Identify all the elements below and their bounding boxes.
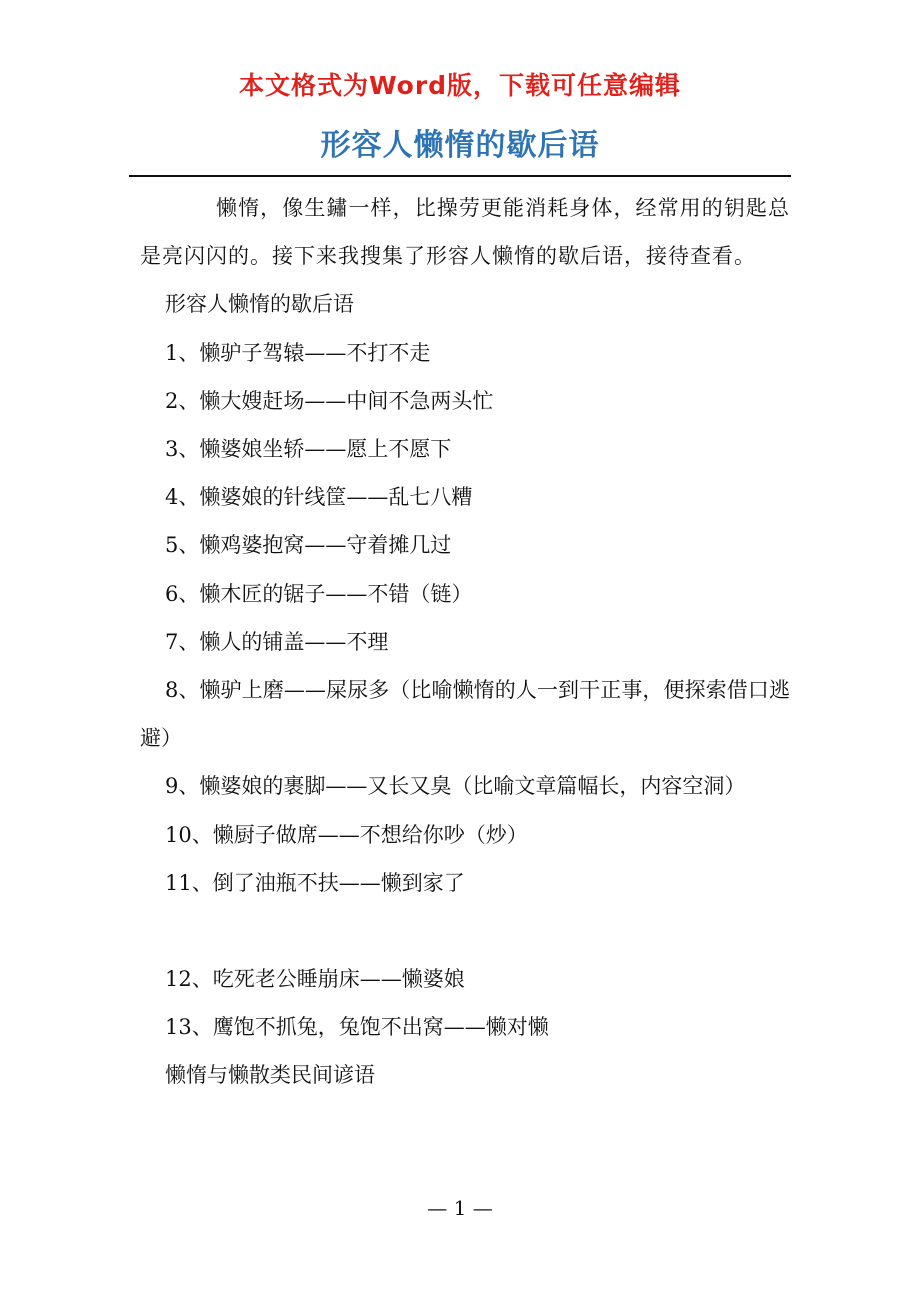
- list-item: 5、懒鸡婆抱窝——守着摊几过: [165, 533, 452, 558]
- list-item: 8、懒驴上磨——屎尿多（比喻懒惰的人一到干正事，便探索借口逃避）: [140, 678, 790, 751]
- section-heading-2: 懒惰与懒散类民间谚语: [165, 1063, 375, 1088]
- download-banner: 本文格式为Word版，下载可任意编辑: [238, 71, 682, 100]
- blank-line: [140, 907, 790, 955]
- list-item: 6、懒木匠的锯子——不错（链）: [165, 581, 473, 606]
- list-item: 11、倒了油瓶不扶——懒到家了: [165, 870, 465, 895]
- section-heading: 形容人懒惰的歇后语: [165, 292, 354, 317]
- list-item: 2、懒大嫂赶场——中间不急两头忙: [165, 388, 494, 413]
- list-item: 9、懒婆娘的裹脚——又长又臭（比喻文章篇幅长，内容空洞）: [165, 774, 746, 799]
- list-item: 12、吃死老公睡崩床——懒婆娘: [165, 967, 465, 992]
- list-item: 10、懒厨子做席——不想给你吵（炒）: [165, 822, 528, 847]
- intro-paragraph: 懒惰，像生鏽一样，比操劳更能消耗身体，经常用的钥匙总是亮闪闪的。接下来我搜集了形容人懒惰的歇后语，接待查看。: [140, 196, 790, 269]
- list-item: 7、懒人的铺盖——不理: [165, 629, 389, 654]
- page-title: 形容人懒惰的歇后语: [320, 128, 600, 163]
- list-item: 3、懒婆娘坐轿——愿上不愿下: [165, 437, 452, 462]
- list-item: 13、鹰饱不抓兔，兔饱不出窝——懒对懒: [165, 1015, 549, 1040]
- list-item: 1、懒驴子驾辕——不打不走: [165, 340, 431, 365]
- page-number: — 1 —: [427, 1196, 493, 1220]
- document-body: [140, 184, 790, 1100]
- list-item: 4、懒婆娘的针线筐——乱七八糟: [165, 485, 473, 510]
- title-divider: [129, 175, 791, 177]
